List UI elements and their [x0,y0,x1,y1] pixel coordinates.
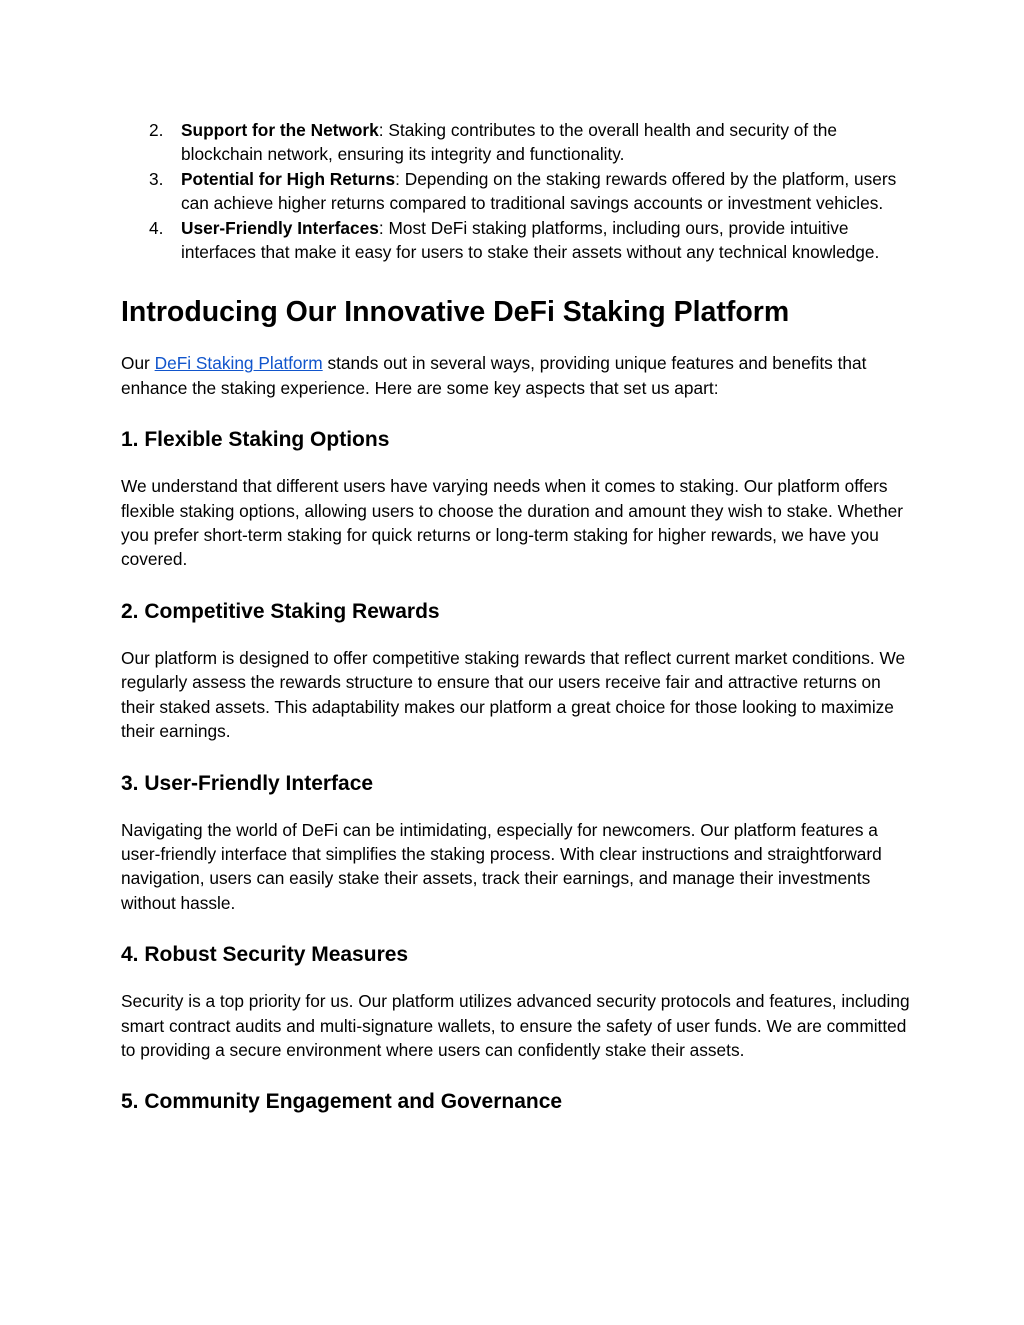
list-item-title: Potential for High Returns [181,168,396,189]
page-heading: Introducing Our Innovative DeFi Staking Platform [121,296,790,329]
list-item [121,118,911,167]
intro-paragraph [121,351,911,400]
list-item-number: 2. [149,120,164,140]
section-heading: 3. User-Friendly Interface [121,771,374,795]
section-heading: 5. Community Engagement and Governance [121,1090,563,1114]
list-item-number: 3. [149,168,164,189]
list-item-title: Support for the Network [181,120,379,140]
document-page [121,118,911,1116]
defi-staking-platform-link[interactable]: DeFi Staking Platform [154,353,323,374]
list-item [121,167,911,216]
section-body: Navigating the world of DeFi can be intimidating, especially for newcomers. Our platform features a user-friendly interface that simplifies the staking process. With clear instructions and straightforward navigation, users can easily stake their assets, track their earnings, and manage their investments without hassle. [121,819,882,913]
list-item-number: 4. [149,217,164,238]
list-item-title: User-Friendly Interfaces [181,217,379,238]
intro-suffix: stands out in several ways, providing unique features and benefits that enhance the staking experience. Here are some key aspects that set us apart: [121,353,867,398]
benefits-list [121,118,911,264]
list-item-text: : Most DeFi staking platforms, including ours, provide intuitive interfaces that make it easy for users to stake their assets without any technical knowledge. [181,217,880,263]
list-item-text: : Staking contributes to the overall health and security of the blockchain network, ensuring its integrity and functionality. [181,120,838,165]
list-item [121,216,911,265]
section-heading: 4. Robust Security Measures [121,943,409,967]
section-heading: 2. Competitive Staking Rewards [121,599,440,623]
intro-prefix: Our [121,353,155,374]
section-body: Security is a top priority for us. Our platform utilizes advanced security protocols and features, including smart contract audits and multi-signature wallets, to ensure the safety of user funds. We are committed to providing a secure environment where users can confidently stake their assets. [121,991,910,1060]
list-item-text: : Depending on the staking rewards offered by the platform, users can achieve higher returns compared to traditional savings accounts or investment vehicles. [181,168,897,214]
section-body: We understand that different users have varying needs when it comes to staking. Our platform offers flexible staking options, allowing users to choose the duration and amount they wish to stake. Whether you prefer short-term staking for quick returns or long-term staking for higher rewards, we have you covered. [121,476,903,570]
section-heading: 1. Flexible Staking Options [121,428,390,452]
section-body: Our platform is designed to offer competitive staking rewards that reflect current market conditions. We regularly assess the rewards structure to ensure that our users receive fair and attractive returns on their staked assets. This adaptability makes our platform a great choice for those looking to maximize their earnings. [121,647,906,742]
